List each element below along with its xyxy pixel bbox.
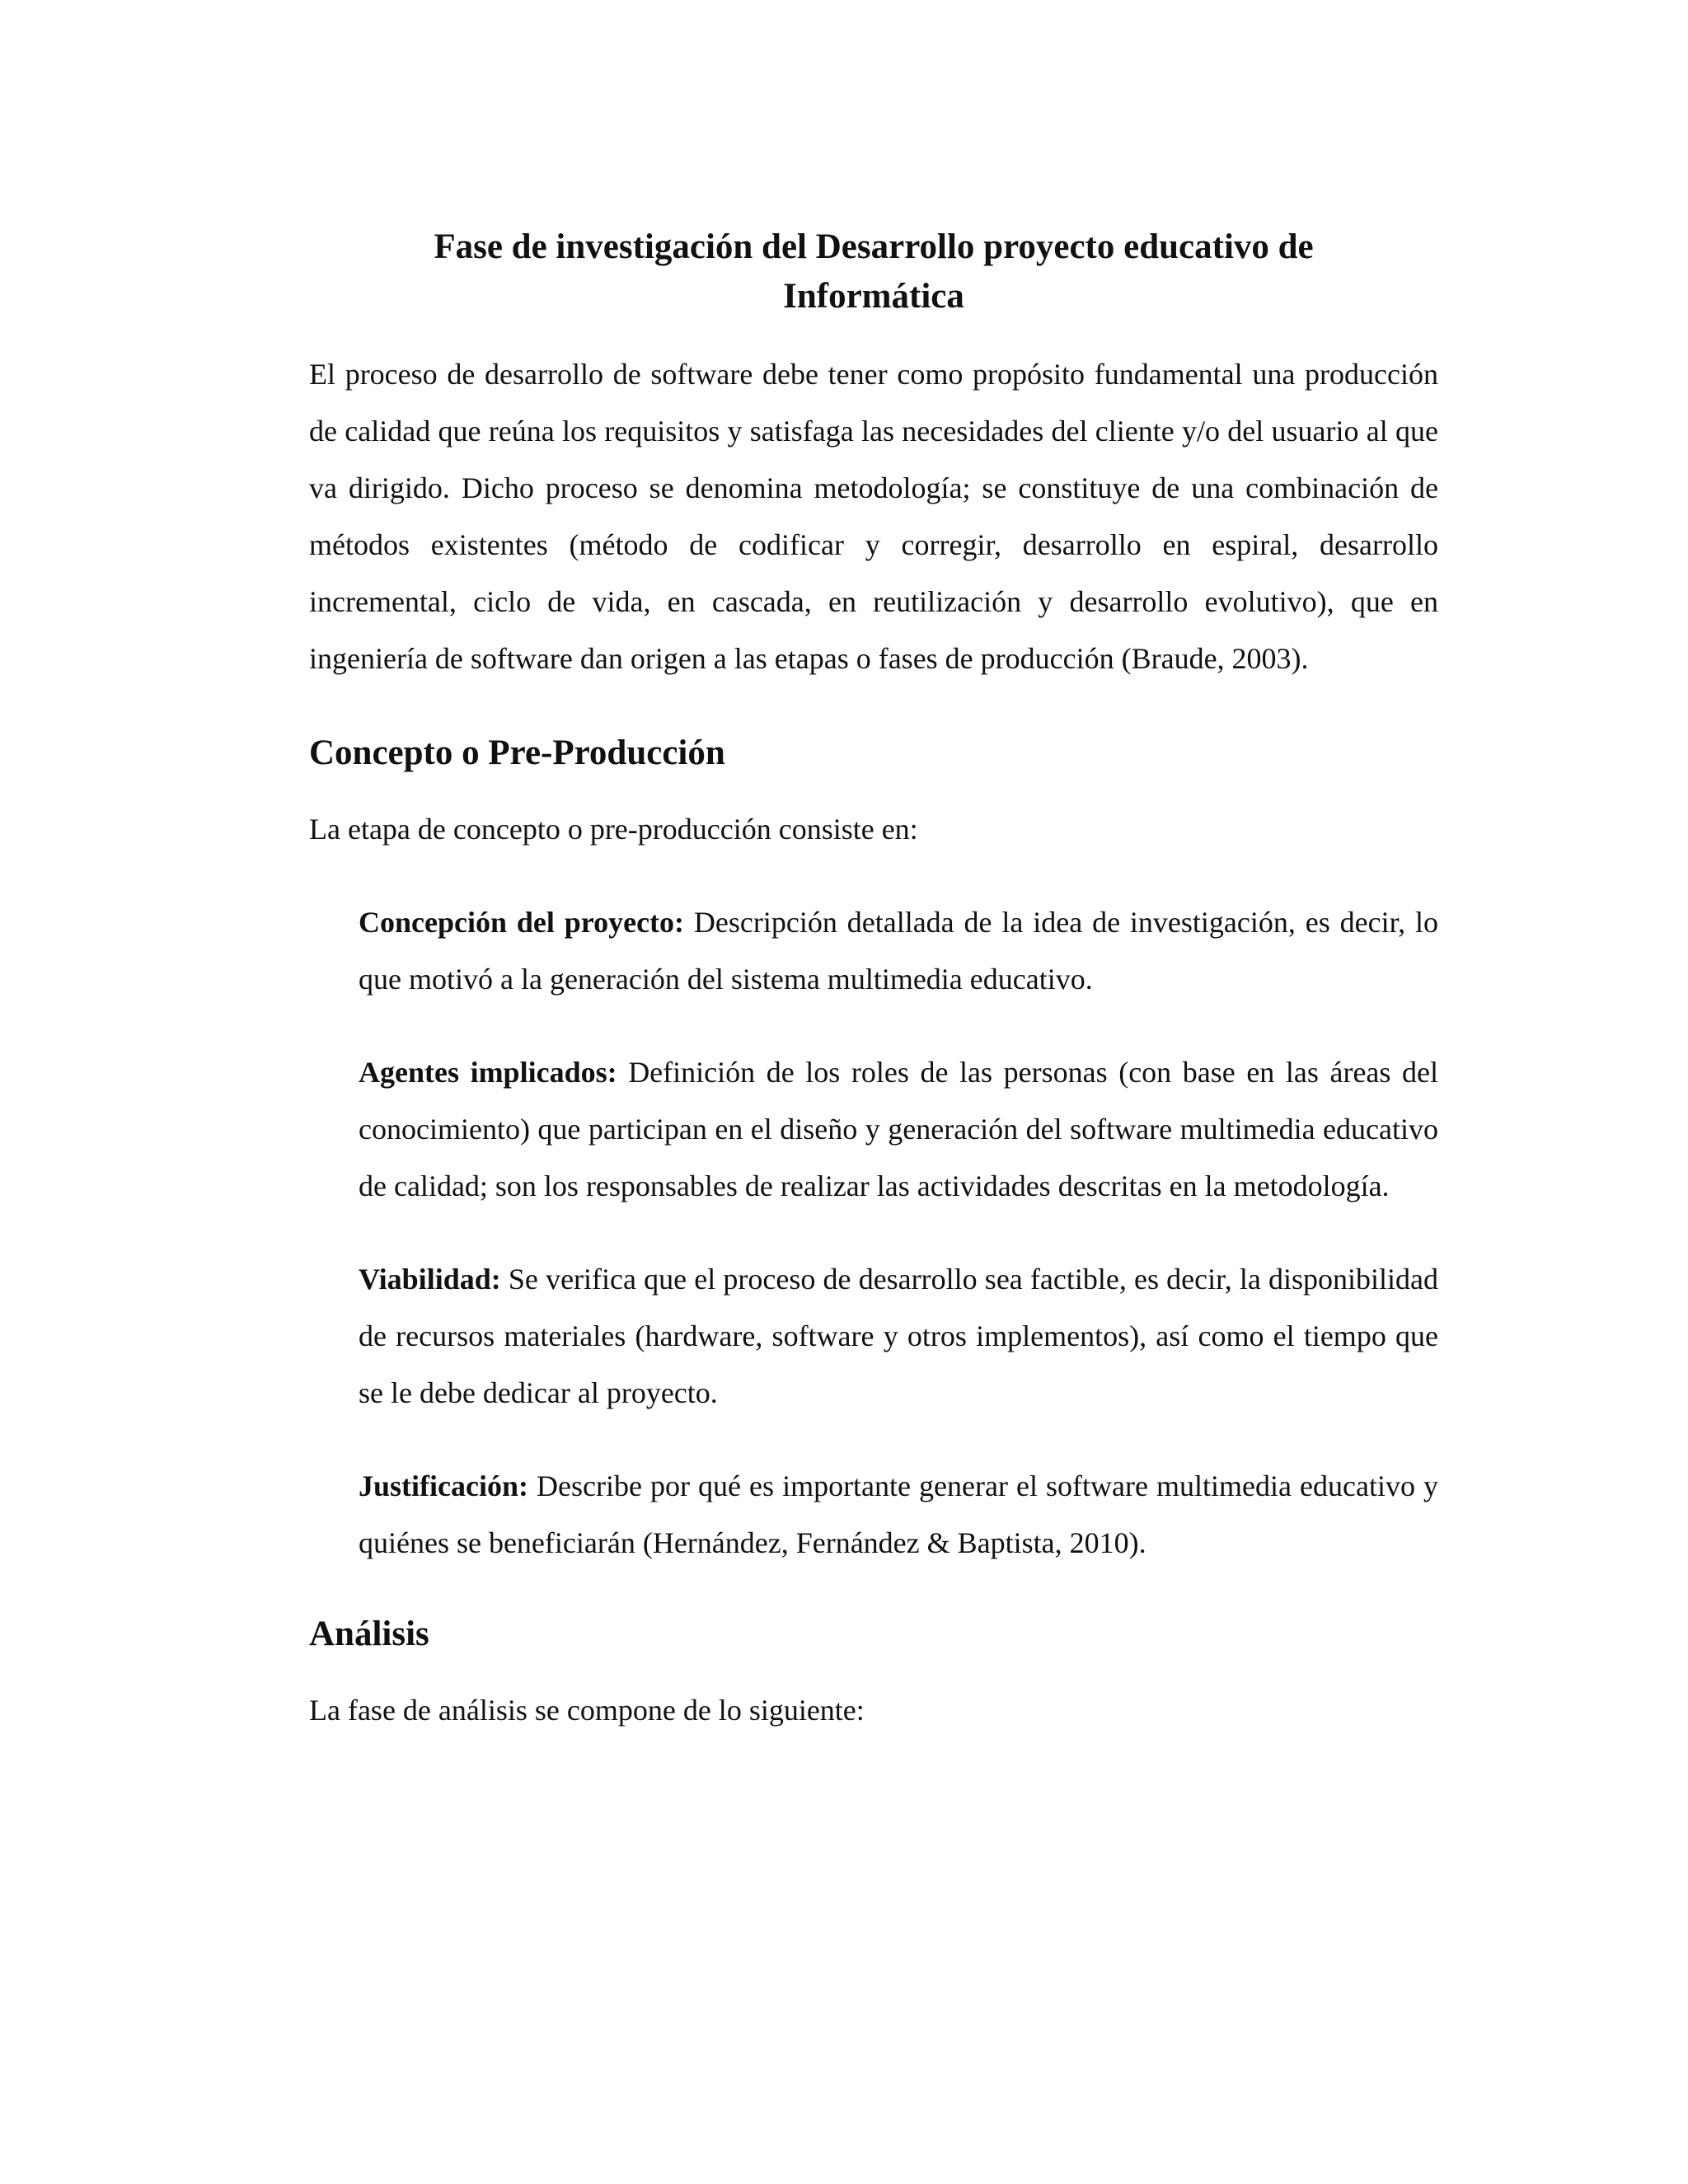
document-page: [309, 223, 1438, 1739]
document-title: [309, 223, 1438, 321]
item-term: Agentes implicados:: [359, 1056, 617, 1089]
item-concepcion-proyecto: [359, 894, 1438, 1008]
item-text: Describe por qué es importante generar el software multimedia educativo y quiénes se beneficiarán (Hernández, Fernández & Baptista, 2010).: [359, 1469, 1438, 1559]
item-term: Concepción del proyecto:: [359, 906, 685, 939]
section-heading-concepto: Concepto o Pre-Producción: [309, 733, 725, 772]
item-term: Justificación:: [359, 1469, 528, 1502]
item-justificacion: [359, 1458, 1438, 1572]
intro-paragraph: El proceso de desarrollo de software debe tener como propósito fundamental una producción de calidad que reúna los requisitos y satisfaga las necesidades del cliente y/o del usuario al que va dirigido. Dicho proceso se denomina metodología; se constituye de una combinación de métodos existentes (método de codificar y corregir, desarrollo en espiral, desarrollo incremental, ciclo de vida, en cascada, en reutilización y desarrollo evolutivo), que en ingeniería de software dan origen a las etapas o fases de producción (Braude, 2003).: [309, 358, 1438, 675]
section-lead-concepto: La etapa de concepto o pre-producción consiste en:: [309, 813, 918, 846]
section-heading-analisis: Análisis: [309, 1615, 429, 1653]
item-text: Se verifica que el proceso de desarrollo sea factible, es decir, la disponibilidad de recursos materiales (hardware, software y otros implementos), así como el tiempo que se le debe dedicar al proyecto.: [359, 1263, 1438, 1409]
title-line-2: Informática: [783, 277, 964, 316]
item-viabilidad: [359, 1251, 1438, 1422]
title-line-1: Fase de investigación del Desarrollo proyecto educativo de: [434, 227, 1314, 266]
item-text: Definición de los roles de las personas (con base en las áreas del conocimiento) que participan en el diseño y generación del software multimedia educativo de calidad; son los responsables de realizar las actividades descritas en la metodología.: [359, 1056, 1438, 1202]
item-term: Viabilidad:: [359, 1263, 501, 1296]
item-text: Descripción detallada de la idea de investigación, es decir, lo que motivó a la generación del sistema multimedia educativo.: [359, 906, 1438, 996]
section-lead-analisis: La fase de análisis se compone de lo siguiente:: [309, 1694, 865, 1727]
item-agentes-implicados: [359, 1044, 1438, 1215]
